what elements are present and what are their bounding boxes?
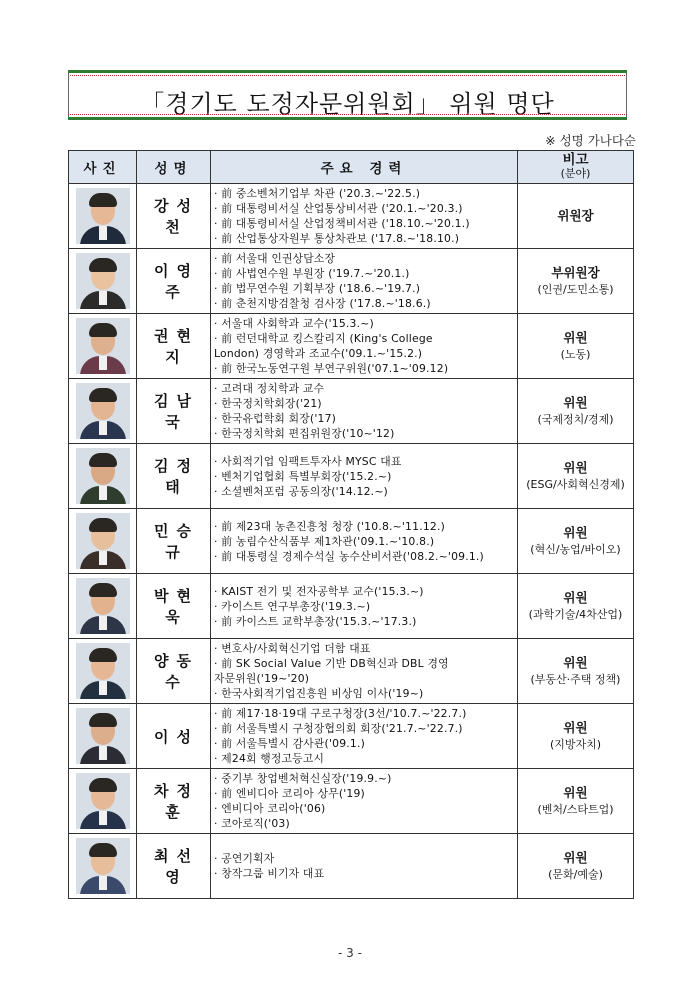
header-remark-sub: (분야)	[560, 167, 591, 180]
member-name: 양동수	[137, 639, 211, 704]
member-photo	[76, 643, 130, 699]
photo-cell	[69, 379, 137, 444]
photo-cell	[69, 574, 137, 639]
member-roster-table	[68, 150, 634, 899]
career-cell	[211, 834, 518, 899]
career-item: · 고려대 정치학과 교수	[214, 382, 325, 395]
member-field: (과학기술/4차산업)	[528, 608, 623, 621]
career-item: · 코아로직('03)	[214, 817, 290, 830]
table-row	[69, 379, 634, 444]
remark-cell	[518, 704, 634, 769]
member-photo	[76, 708, 130, 764]
career-item: · 소셜벤처포럼 공동의장('14.12.~)	[214, 484, 388, 498]
member-role: 위원	[563, 590, 588, 605]
career-item: · 前 SK Social Value 기반 DB혁신과 DBL 경영	[214, 657, 449, 670]
photo-cell	[69, 639, 137, 704]
table-row	[69, 509, 634, 574]
photo-cell	[69, 704, 137, 769]
photo-cell	[69, 834, 137, 899]
career-cell	[211, 184, 518, 249]
career-cell	[211, 379, 518, 444]
photo-cell	[69, 444, 137, 509]
member-photo	[76, 383, 130, 439]
member-role: 위원	[563, 330, 588, 345]
career-item: · 한국유럽학회 회장('17)	[214, 412, 337, 425]
career-cell	[211, 249, 518, 314]
header-remark-label: 비고	[562, 152, 589, 168]
member-name: 이성	[137, 704, 211, 769]
career-list	[214, 251, 514, 311]
career-cell	[211, 704, 518, 769]
career-item: · 前 제23대 농촌진흥청 청장 ('10.8.~'11.12.)	[214, 519, 446, 533]
career-cell	[211, 769, 518, 834]
member-field: (부동산·주택 정책)	[530, 673, 621, 686]
career-item: London) 경영학과 조교수('09.1.~'15.2.)	[214, 347, 423, 360]
member-field: (국제정치/경제)	[537, 413, 614, 426]
career-item: · 前 중소벤처기업부 차관 ('20.3.~'22.5.)	[214, 187, 421, 200]
career-list	[214, 641, 514, 701]
photo-cell	[69, 249, 137, 314]
career-item: · 중기부 창업벤처혁신실장('19.9.~)	[214, 772, 392, 785]
member-role: 위원	[563, 785, 588, 800]
table-row	[69, 769, 634, 834]
remark-cell	[518, 769, 634, 834]
remark-cell	[518, 379, 634, 444]
table-row	[69, 314, 634, 379]
table-row	[69, 834, 634, 899]
member-field: (혁신/농업/바이오)	[530, 543, 621, 556]
career-list	[214, 186, 514, 246]
remark-cell	[518, 834, 634, 899]
member-field: (지방자치)	[549, 738, 602, 751]
career-cell	[211, 314, 518, 379]
member-field: (인권/도민소통)	[537, 283, 614, 296]
table-row	[69, 249, 634, 314]
member-photo	[76, 513, 130, 569]
member-name: 김정태	[137, 444, 211, 509]
member-photo	[76, 578, 130, 634]
member-field: (벤처/스타트업)	[537, 803, 614, 816]
remark-cell	[518, 574, 634, 639]
member-name: 박현욱	[137, 574, 211, 639]
career-item: · 前 서울특별시 감사관('09.1.)	[214, 737, 366, 750]
career-item: · 제24회 행정고등고시	[214, 752, 325, 765]
member-name: 민승규	[137, 509, 211, 574]
career-list	[214, 771, 514, 831]
career-item: · 前 사법연수원 부원장 ('19.7.~'20.1.)	[214, 267, 410, 280]
remark-cell	[518, 184, 634, 249]
remark-cell	[518, 249, 634, 314]
table-row	[69, 704, 634, 769]
table-row	[69, 639, 634, 704]
career-item: · 엔비디아 코리아('06)	[214, 802, 326, 815]
photo-cell	[69, 314, 137, 379]
member-name: 강성천	[137, 184, 211, 249]
member-field: (문화/예술)	[548, 868, 603, 881]
career-item: · 카이스트 연구부총장('19.3.~)	[214, 599, 371, 613]
career-item: · 前 농림수산식품부 제1차관('09.1.~'10.8.)	[214, 534, 435, 548]
header-remark	[518, 151, 634, 184]
career-item: · 前 법무연수원 기획부장 ('18.6.~'19.7.)	[214, 282, 421, 295]
header-career: 주요 경력	[211, 151, 518, 184]
roster-body	[69, 184, 634, 899]
career-item: · 前 산업통상자원부 통상차관보 ('17.8.~'18.10.)	[214, 232, 460, 245]
career-item: · 창작그룹 비기자 대표	[214, 867, 325, 880]
career-item: · 前 대통령실 경제수석실 농수산비서관('08.2.~'09.1.)	[214, 549, 484, 563]
career-item: · 변호사/사회혁신기업 더함 대표	[214, 642, 371, 655]
member-role: 위원	[563, 395, 588, 410]
member-role: 위원	[563, 525, 588, 540]
career-item: · 한국사회적기업진흥원 비상임 이사('19~)	[214, 687, 424, 700]
member-role: 위원장	[557, 208, 594, 223]
career-item: · 사회적기업 임팩트투자사 MYSC 대표	[214, 454, 402, 468]
member-role: 부위원장	[551, 265, 600, 280]
member-photo	[76, 253, 130, 309]
member-photo	[76, 188, 130, 244]
career-item: · 한국정치학회장('21)	[214, 397, 322, 410]
career-list	[214, 454, 514, 499]
photo-cell	[69, 509, 137, 574]
career-item: 자문위원('19~'20)	[214, 672, 310, 685]
page-number: - 3 -	[338, 946, 362, 960]
table-row	[69, 184, 634, 249]
member-field: (노동)	[560, 348, 591, 361]
member-role: 위원	[563, 655, 588, 670]
career-item: · KAIST 전기 및 전자공학부 교수('15.3.~)	[214, 584, 424, 598]
table-row	[69, 574, 634, 639]
career-list	[214, 519, 514, 564]
career-cell	[211, 444, 518, 509]
career-item: · 서울대 사회학과 교수('15.3.~)	[214, 317, 374, 330]
table-row	[69, 444, 634, 509]
career-cell	[211, 574, 518, 639]
career-item: · 前 런던대학교 킹스칼리지 (King's College	[214, 332, 433, 345]
career-cell	[211, 639, 518, 704]
remark-cell	[518, 639, 634, 704]
header-name: 성명	[137, 151, 211, 184]
career-item: · 한국정치학회 편집위원장('10~'12)	[214, 427, 395, 440]
career-cell	[211, 509, 518, 574]
career-list	[214, 706, 514, 766]
remark-cell	[518, 444, 634, 509]
member-photo	[76, 773, 130, 829]
header-photo: 사진	[69, 151, 137, 184]
career-item: · 벤처기업협회 특별부회장('15.2.~)	[214, 469, 392, 483]
career-item: · 前 서울대 인권상담소장	[214, 252, 336, 265]
member-photo	[76, 318, 130, 374]
member-name: 김남국	[137, 379, 211, 444]
career-item: · 前 한국노동연구원 부연구위원('07.1~'09.12)	[214, 362, 449, 375]
member-photo	[76, 838, 130, 894]
career-item: · 前 엔비디아 코리아 상무('19)	[214, 787, 365, 800]
member-name: 차정훈	[137, 769, 211, 834]
member-photo	[76, 448, 130, 504]
career-item: · 前 카이스트 교학부총장('15.3.~'17.3.)	[214, 614, 417, 628]
career-list	[214, 381, 514, 441]
table-header-row	[69, 151, 634, 184]
career-item: · 공연기획자	[214, 852, 275, 865]
member-role: 위원	[563, 850, 588, 865]
photo-cell	[69, 184, 137, 249]
member-role: 위원	[563, 720, 588, 735]
member-name: 최선영	[137, 834, 211, 899]
remark-cell	[518, 314, 634, 379]
career-item: · 前 춘천지방검찰청 검사장 ('17.8.~'18.6.)	[214, 297, 431, 310]
career-item: · 前 서울특별시 구청장협의회 회장('21.7.~'22.7.)	[214, 722, 463, 735]
career-list	[214, 851, 514, 881]
career-list	[214, 316, 514, 376]
photo-cell	[69, 769, 137, 834]
member-name: 이영주	[137, 249, 211, 314]
member-name: 권현지	[137, 314, 211, 379]
career-item: · 前 대통령비서실 산업통상비서관 ('20.1.~'20.3.)	[214, 202, 463, 215]
title-box	[68, 70, 627, 120]
career-item: · 前 제17·18·19대 구로구청장(3선/'10.7.~'22.7.)	[214, 707, 467, 720]
career-list	[214, 584, 514, 629]
remark-cell	[518, 509, 634, 574]
member-field: (ESG/사회혁신경제)	[526, 478, 625, 491]
document-title: 「경기도 도정자문위원회」 위원 명단	[140, 90, 555, 118]
sort-order-note: ※ 성명 가나다순	[545, 133, 636, 148]
career-item: · 前 대통령비서실 산업정책비서관 ('18.10.~'20.1.)	[214, 217, 470, 230]
member-role: 위원	[563, 460, 588, 475]
